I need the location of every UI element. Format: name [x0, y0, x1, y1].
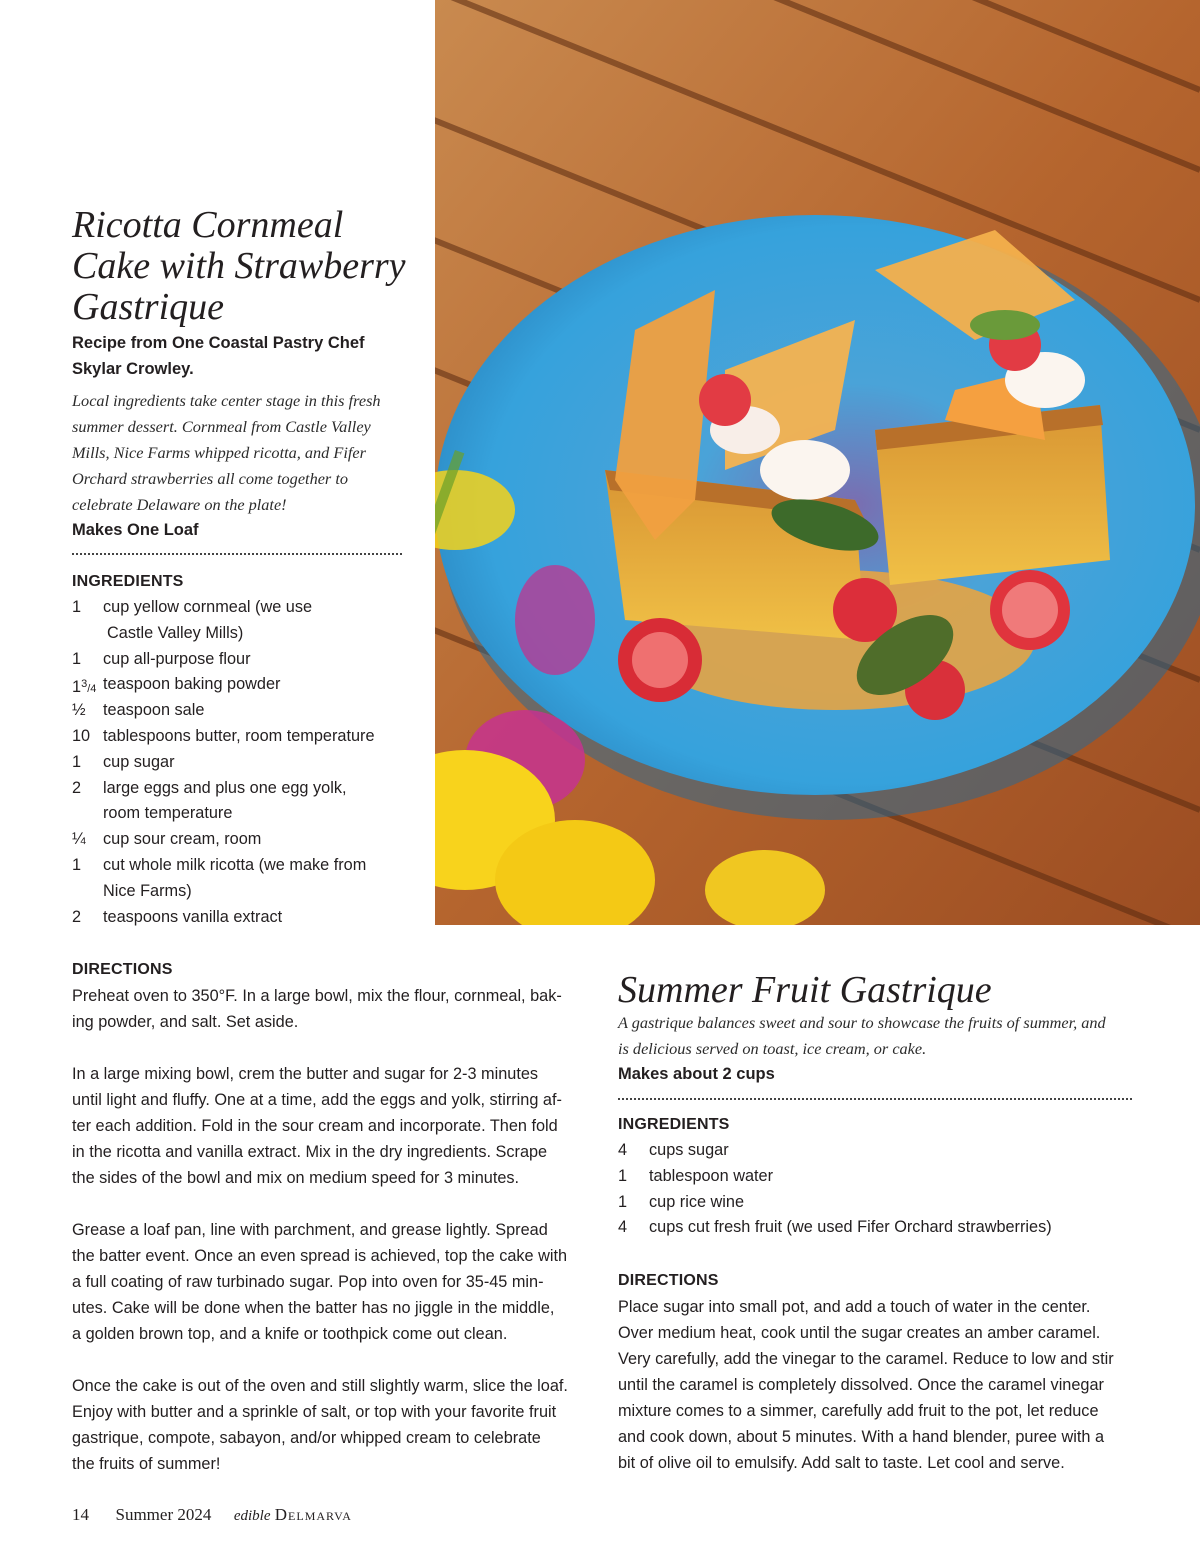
dotted-divider — [618, 1098, 1132, 1100]
ingredient-item — [72, 595, 432, 647]
recipe-title-gastrique: Summer Fruit Gastrique — [618, 969, 992, 1011]
credit-line: Recipe from One Coastal Pastry Chef — [72, 334, 365, 352]
page-footer — [72, 1503, 352, 1528]
ingredient-text: room temperature — [103, 804, 233, 823]
page-number: 14 — [72, 1505, 89, 1524]
directions-line: Preheat oven to 350°F. In a large bowl, mix the flour, cornmeal, bak- — [72, 987, 562, 1005]
qty-denominator: /4 — [87, 683, 97, 696]
ingredient-qty: 1 — [72, 855, 82, 874]
ingredient-text: cut whole milk ricotta (we make from — [103, 855, 367, 874]
gastrique-ingredients-list — [618, 1138, 1178, 1241]
directions-line: Over medium heat, cook until the sugar creates an amber caramel. — [618, 1324, 1101, 1342]
ingredient-qty: 4 — [618, 1218, 628, 1237]
ingredient-text: Castle Valley Mills) — [107, 623, 244, 642]
ingredient-text: cup sour cream, room — [103, 830, 262, 849]
ingredient-text: cups sugar — [649, 1141, 729, 1159]
directions-line: mixture comes to a simmer, carefully add fruit to the pot, let reduce — [618, 1402, 1099, 1420]
ingredient-text: large eggs and plus one egg yolk, — [103, 778, 347, 797]
intro-line: Local ingredients take center stage in this fresh — [72, 391, 381, 410]
directions-line: ter each addition. Fold in the sour cream and incorporate. Then fold — [72, 1117, 558, 1135]
directions-line: a full coating of raw turbinado sugar. Pop into oven for 35-45 min- — [72, 1273, 544, 1291]
ingredient-item — [72, 724, 432, 750]
directions-paragraph — [72, 1217, 592, 1347]
brand-name: Delmarva — [274, 1505, 352, 1524]
ingredient-text: cup sugar — [103, 752, 175, 771]
directions-paragraph — [72, 1061, 592, 1191]
title-line: Ricotta Cornmeal — [72, 204, 344, 246]
credit-line: Skylar Crowley. — [72, 360, 194, 378]
ingredient-text: teaspoon sale — [103, 701, 205, 720]
directions-line: Enjoy with butter and a sprinkle of salt, or top with your favorite fruit — [72, 1403, 557, 1421]
ingredient-text: teaspoon baking powder — [103, 675, 281, 694]
yield: Makes One Loaf — [72, 521, 199, 539]
directions-text — [72, 983, 592, 1503]
directions-line: bit of olive oil to emulsify. Add salt to taste. Let cool and serve. — [618, 1454, 1065, 1472]
gastrique-yield: Makes about 2 cups — [618, 1065, 775, 1083]
ingredient-item — [72, 750, 432, 776]
ingredient-item — [72, 698, 432, 724]
ingredient-item — [72, 776, 432, 828]
intro-line: celebrate Delaware on the plate! — [72, 495, 287, 514]
issue-label: Summer 2024 — [115, 1505, 212, 1524]
ingredient-item — [72, 853, 432, 905]
recipe-intro — [72, 388, 432, 518]
recipe-title-ricotta-cake — [72, 205, 432, 328]
ingredient-qty: 4 — [618, 1141, 628, 1159]
directions-line: Place sugar into small pot, and add a touch of water in the center. — [618, 1298, 1091, 1316]
ingredients-list — [72, 595, 432, 930]
title-line: Cake with Strawberry — [72, 245, 406, 287]
intro-line: summer dessert. Cornmeal from Castle Valley — [72, 417, 371, 436]
dessert-photo-illustration — [435, 0, 1200, 925]
ingredient-qty: 1 — [72, 598, 82, 616]
directions-line: utes. Cake will be done when the batter has no jiggle in the middle, — [72, 1299, 555, 1317]
directions-line: and cook down, about 5 minutes. With a hand blender, puree with a — [618, 1428, 1105, 1446]
title-line: Gastrique — [72, 286, 224, 328]
intro-line: A gastrique balances sweet and sour to showcase the fruits of summer, and — [618, 1013, 1106, 1032]
directions-line: until light and fluffy. One at a time, add the eggs and yolk, stirring af- — [72, 1091, 562, 1109]
ingredient-qty: 1 — [72, 752, 82, 771]
directions-line: the sides of the bowl and mix on medium speed for 3 minutes. — [72, 1169, 520, 1187]
dotted-divider — [72, 553, 402, 555]
directions-line: gastrique, compote, sabayon, and/or whipped cream to celebrate — [72, 1429, 541, 1447]
ingredient-item — [618, 1190, 1178, 1216]
directions-line: until the caramel is completely dissolved. Once the caramel vinegar — [618, 1376, 1104, 1394]
ingredient-item — [72, 672, 432, 698]
qty-numerator: 3 — [81, 678, 88, 691]
directions-line: Grease a loaf pan, line with parchment, and grease lightly. Spread — [72, 1221, 548, 1239]
ingredient-item — [618, 1138, 1178, 1164]
ingredient-text: teaspoons vanilla extract — [103, 907, 283, 926]
directions-line: in the ricotta and vanilla extract. Mix in the dry ingredients. Scrape — [72, 1143, 548, 1161]
ingredient-text: cup yellow cornmeal (we use — [103, 598, 313, 616]
ingredients-heading: INGREDIENTS — [72, 573, 184, 590]
directions-paragraph — [72, 983, 592, 1035]
ingredient-text: cup all-purpose flour — [103, 649, 251, 668]
directions-line: In a large mixing bowl, crem the butter and sugar for 2-3 minutes — [72, 1065, 539, 1083]
qty-whole: 1 — [72, 678, 82, 697]
ingredient-qty: 2 — [72, 907, 82, 926]
intro-line: Orchard strawberries all come together to — [72, 469, 349, 488]
brand-edible: edible — [233, 1508, 271, 1524]
directions-line: ing powder, and salt. Set aside. — [72, 1013, 299, 1031]
ingredient-text: tablespoons butter, room temperature — [103, 726, 375, 745]
ingredient-text: tablespoon water — [649, 1166, 774, 1185]
directions-line: Very carefully, add the vinegar to the caramel. Reduce to low and stir — [618, 1350, 1114, 1368]
directions-paragraph — [72, 1373, 592, 1477]
ingredient-item — [618, 1215, 1178, 1241]
intro-line: is delicious served on toast, ice cream, or cake. — [618, 1039, 927, 1058]
intro-line: Mills, Nice Farms whipped ricotta, and Fifer — [72, 443, 366, 462]
ingredient-item — [618, 1164, 1178, 1190]
ingredient-qty: 1 — [618, 1166, 628, 1185]
directions-heading: DIRECTIONS — [72, 961, 173, 978]
gastrique-directions-heading: DIRECTIONS — [618, 1272, 719, 1289]
directions-line: the fruits of summer! — [72, 1455, 221, 1473]
dessert-photo — [435, 0, 1200, 925]
ingredient-qty: ½ — [72, 701, 86, 720]
ingredient-qty: ¼ — [72, 830, 86, 849]
ingredient-item — [72, 827, 432, 853]
ingredient-text: cup rice wine — [649, 1192, 745, 1211]
ingredient-qty: 1 — [618, 1192, 628, 1211]
ingredient-item — [72, 647, 432, 673]
directions-line: Once the cake is out of the oven and still slightly warm, slice the loaf. — [72, 1377, 568, 1395]
ingredient-qty: 1 — [72, 649, 82, 668]
ingredient-text: cups cut fresh fruit (we used Fifer Orchard strawberries) — [649, 1218, 1052, 1237]
ingredient-text: Nice Farms) — [103, 881, 192, 900]
directions-line: the batter event. Once an even spread is achieved, top the cake with — [72, 1247, 568, 1265]
ingredient-item — [72, 905, 432, 931]
ingredient-qty: 2 — [72, 778, 82, 797]
directions-line: a golden brown top, and a knife or toothpick come out clean. — [72, 1325, 508, 1343]
gastrique-intro — [618, 1010, 1178, 1062]
gastrique-directions-text — [618, 1294, 1178, 1476]
recipe-credit — [72, 330, 432, 382]
ingredient-qty: 10 — [72, 726, 91, 745]
gastrique-ingredients-heading: INGREDIENTS — [618, 1116, 730, 1133]
